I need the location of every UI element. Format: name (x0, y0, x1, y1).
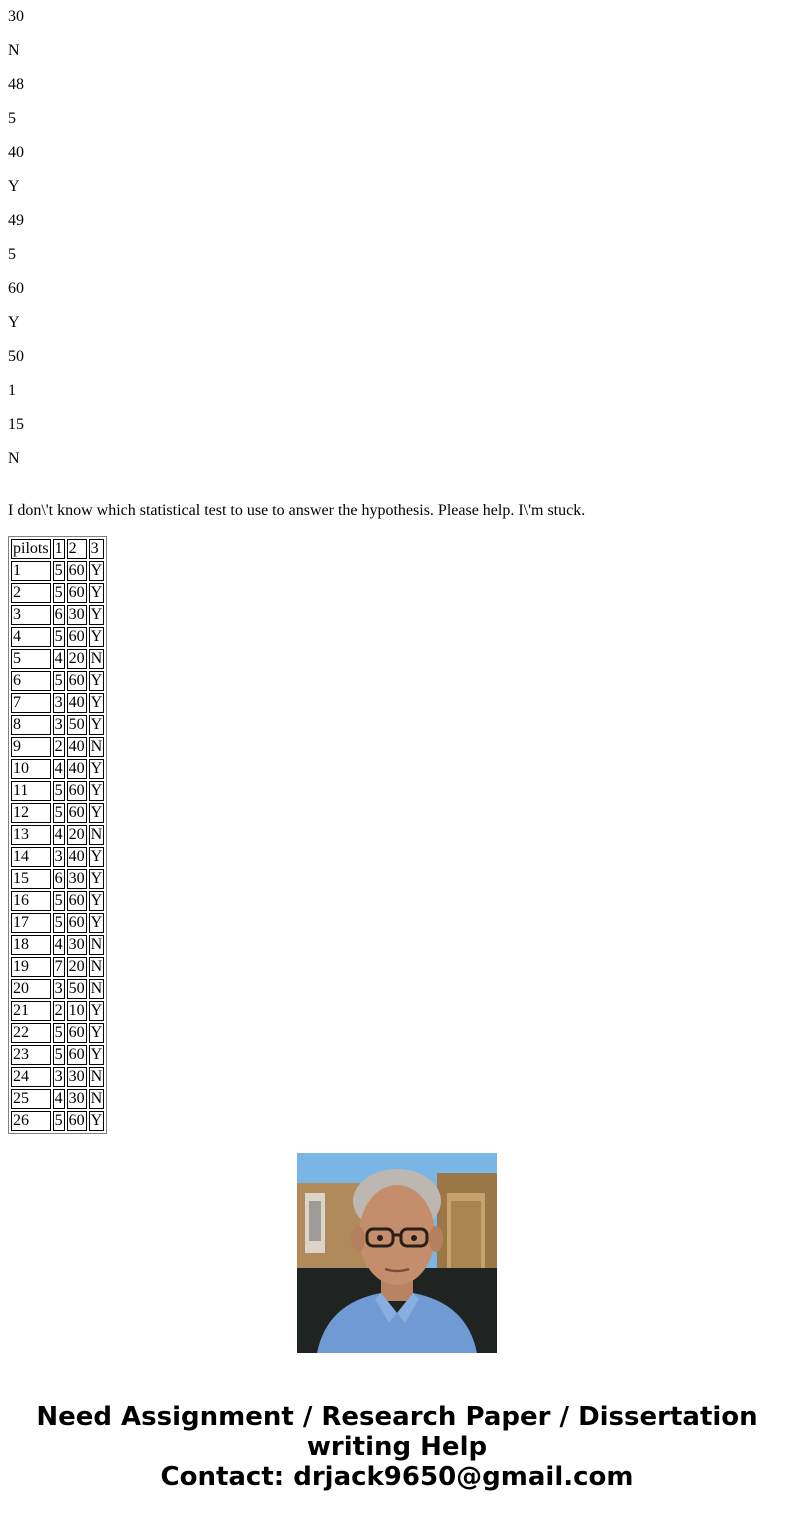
table-cell: 5 (54, 804, 63, 821)
table-cell: 60 (68, 628, 85, 645)
avatar-photo-illustration (297, 1153, 497, 1353)
table-row (11, 627, 104, 647)
table-cell: N (90, 936, 103, 953)
table-row (11, 1001, 104, 1021)
pilots-table-container (8, 536, 103, 1129)
table-cell: 30 (68, 606, 85, 623)
table-cell: N (90, 650, 103, 667)
table-cell: N (90, 738, 103, 755)
table-cell: Y (90, 804, 103, 821)
table-cell: 2 (54, 1002, 63, 1019)
table-cell: 3 (54, 848, 63, 865)
table-cell: 6 (54, 870, 63, 887)
table-row (11, 891, 104, 911)
table-row (11, 825, 104, 845)
table-cell: 6 (11, 671, 51, 691)
table-row (11, 803, 104, 823)
table-row (11, 1045, 104, 1065)
table-cell: 50 (68, 980, 85, 997)
table-header-cell: 2 (67, 539, 87, 559)
table-cell: 30 (68, 1068, 85, 1085)
table-cell: 60 (68, 672, 85, 689)
table-cell: 4 (54, 650, 63, 667)
table-cell: 50 (68, 716, 85, 733)
table-cell: 60 (68, 804, 85, 821)
table-cell: 60 (68, 1046, 85, 1063)
table-cell: 7 (11, 693, 51, 713)
table-cell: 19 (11, 957, 51, 977)
promo-banner (0, 1402, 794, 1492)
table-cell: 17 (11, 913, 51, 933)
top-value-line: N (8, 42, 20, 59)
promo-line-1: Need Assignment / Research Paper / Dissertation (36, 1402, 758, 1432)
table-cell: 20 (68, 650, 85, 667)
question-text: I don\'t know which statistical test to use to answer the hypothesis. Please help. I\'m stuck. (8, 502, 586, 519)
table-cell: 3 (11, 605, 51, 625)
table-row (11, 781, 104, 801)
table-cell: 3 (54, 694, 63, 711)
table-cell: 15 (11, 869, 51, 889)
top-values-list (8, 0, 24, 476)
table-row (11, 671, 104, 691)
table-cell: 11 (11, 781, 51, 801)
table-cell: 21 (11, 1001, 51, 1021)
table-cell: N (90, 980, 103, 997)
table-cell: Y (90, 892, 103, 909)
table-cell: 2 (54, 738, 63, 755)
table-cell: Y (90, 1024, 103, 1041)
table-cell: 10 (68, 1002, 85, 1019)
table-cell: 4 (54, 826, 63, 843)
table-cell: 9 (11, 737, 51, 757)
table-cell: Y (90, 848, 103, 865)
table-row (11, 847, 104, 867)
promo-contact-line: Contact: drjack9650@gmail.com (160, 1462, 634, 1492)
table-cell: 30 (68, 936, 85, 953)
table-header-cell: 3 (89, 539, 105, 559)
table-cell: 4 (54, 936, 63, 953)
top-value-line: 30 (8, 8, 24, 25)
table-cell: 1 (11, 561, 51, 581)
table-cell: 5 (54, 1046, 63, 1063)
table-cell: 5 (54, 1024, 63, 1041)
table-row (11, 737, 104, 757)
table-cell: 13 (11, 825, 51, 845)
table-cell: 20 (68, 958, 85, 975)
top-value-line: 60 (8, 280, 24, 297)
table-cell: Y (90, 584, 103, 601)
table-cell: Y (90, 1112, 103, 1129)
table-cell: Y (90, 1046, 103, 1063)
table-cell: 60 (68, 782, 85, 799)
table-cell: 40 (68, 694, 85, 711)
table-cell: 20 (68, 826, 85, 843)
table-cell: 3 (54, 980, 63, 997)
table-cell: 60 (68, 562, 85, 579)
top-value-line: Y (8, 178, 20, 195)
table-cell: 30 (68, 1090, 85, 1107)
table-row (11, 869, 104, 889)
table-cell: Y (90, 716, 103, 733)
table-row (11, 693, 104, 713)
table-cell: 5 (54, 782, 63, 799)
top-value-line: 1 (8, 382, 16, 399)
table-cell: 4 (54, 1090, 63, 1107)
table-cell: 25 (11, 1089, 51, 1109)
table-cell: 26 (11, 1111, 51, 1131)
table-cell: 22 (11, 1023, 51, 1043)
table-row (11, 605, 104, 625)
top-value-line: N (8, 450, 20, 467)
table-row (11, 913, 104, 933)
table-cell: 5 (54, 892, 63, 909)
top-value-line: 5 (8, 110, 16, 127)
top-value-line: 49 (8, 212, 24, 229)
table-cell: Y (90, 672, 103, 689)
table-row (11, 759, 104, 779)
table-cell: 12 (11, 803, 51, 823)
table-cell: N (90, 826, 103, 843)
top-value-line: 50 (8, 348, 24, 365)
table-cell: 30 (68, 870, 85, 887)
table-row (11, 649, 104, 669)
table-row (11, 1089, 104, 1109)
table-row (11, 715, 104, 735)
table-cell: 60 (68, 1024, 85, 1041)
table-cell: 23 (11, 1045, 51, 1065)
table-cell: 10 (11, 759, 51, 779)
table-cell: Y (90, 914, 103, 931)
top-value-line: 5 (8, 246, 16, 263)
table-cell: 16 (11, 891, 51, 911)
table-cell: 5 (54, 914, 63, 931)
table-header-cell: 1 (54, 540, 63, 557)
table-cell: Y (90, 562, 103, 579)
table-cell: 5 (54, 562, 63, 579)
table-row (11, 1023, 104, 1043)
table-cell: Y (90, 1002, 103, 1019)
table-row (11, 957, 104, 977)
table-cell: 5 (54, 1112, 63, 1129)
table-cell: 5 (54, 628, 63, 645)
author-avatar (297, 1153, 497, 1353)
table-cell: 20 (11, 979, 51, 999)
table-cell: 5 (11, 649, 51, 669)
table-row (11, 583, 104, 603)
table-row (11, 935, 104, 955)
table-cell: 40 (68, 738, 85, 755)
table-cell: 5 (54, 672, 63, 689)
table-row (11, 1067, 104, 1087)
table-cell: 40 (68, 760, 85, 777)
table-cell: 5 (54, 584, 63, 601)
table-cell: Y (90, 694, 103, 711)
table-cell: 60 (68, 1112, 85, 1129)
table-cell: Y (90, 782, 103, 799)
table-cell: Y (90, 760, 103, 777)
table-row (11, 561, 104, 581)
table-cell: 3 (54, 716, 63, 733)
table-cell: 3 (54, 1068, 63, 1085)
promo-line-2: writing Help (306, 1432, 488, 1462)
table-cell: N (90, 1090, 103, 1107)
top-value-line: Y (8, 314, 20, 331)
table-cell: 14 (11, 847, 51, 867)
table-cell: 18 (11, 935, 51, 955)
table-cell: 24 (11, 1067, 51, 1087)
table-header-row (11, 539, 104, 559)
table-cell: 7 (54, 958, 63, 975)
table-cell: 2 (11, 583, 51, 603)
table-cell: 6 (54, 606, 63, 623)
table-row (11, 979, 104, 999)
table-cell: N (90, 958, 103, 975)
table-cell: 8 (11, 715, 51, 735)
top-value-line: 15 (8, 416, 24, 433)
table-cell: Y (90, 628, 103, 645)
table-cell: N (90, 1068, 103, 1085)
table-header-cell: pilots (13, 540, 49, 557)
top-value-line: 48 (8, 76, 24, 93)
table-cell: 60 (68, 584, 85, 601)
table-cell: 4 (54, 760, 63, 777)
table-cell: 40 (68, 848, 85, 865)
table-cell: 4 (11, 627, 51, 647)
pilots-table (8, 536, 107, 1134)
table-cell: Y (90, 870, 103, 887)
table-cell: Y (90, 606, 103, 623)
table-cell: 60 (68, 892, 85, 909)
table-cell: 60 (68, 914, 85, 931)
top-value-line: 40 (8, 144, 24, 161)
table-row (11, 1111, 104, 1131)
